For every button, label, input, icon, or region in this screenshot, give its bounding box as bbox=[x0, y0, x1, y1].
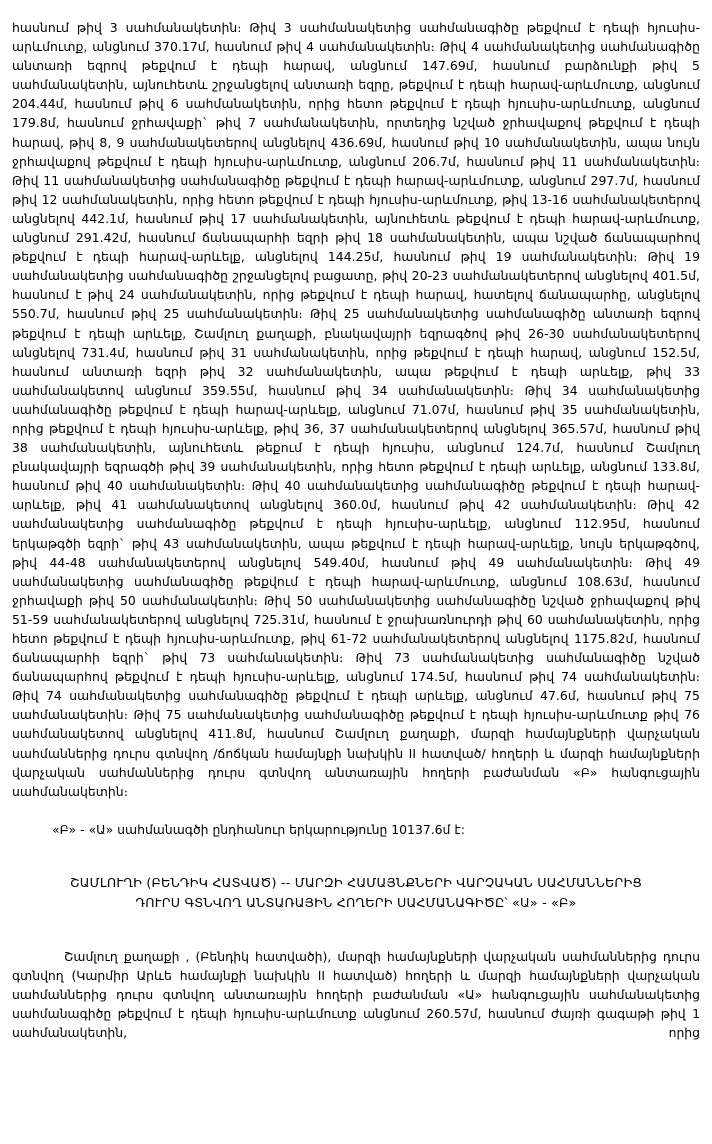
section-title-line-1: ՇԱՄԼՈՒՂԻ (ԲԵՆԴԻԿ ՀԱՏՎԱԾ) -- ՄԱՐԶԻ ՀԱՄԱՅՆՔՆԵՐԻ ՎԱՐՉԱԿԱՆ ՍԱՀՄԱՆՆԵՐԻՑ bbox=[69, 875, 643, 891]
section-title-line-2: ԴՈՒՐՍ ԳՏՆՎՈՂ ԱՆՏԱՌԱՅԻՆ ՀՈՂԵՐԻ ՍԱՀՄԱՆԱԳԻԾԸ՝ «Ա» - «Բ» bbox=[135, 895, 577, 911]
title-spacer-below bbox=[12, 913, 700, 947]
final-paragraph: Շամլուղ քաղաքի , (Բենդիկ հատվածի), մարզի համայնքների վարչական սահմաններից դուրս գտնվող (Կարմիր Արևե համայնքի նախկին II հատված) հողերի և մարզի համայնքների վարչական սահմաններից դուրս գտնվող անտառային հողերի բաժանման «Ա» հանգուցային սահմանակետից սահմանագիծը թեքվում է դեպի հյուսիս-արևմուտք անցնում 260.57մ, հասնում ժայռի գագաթի թիվ 1 սահմանակետին, որից bbox=[12, 949, 700, 1041]
document-body bbox=[12, 18, 700, 1062]
title-spacer-above bbox=[12, 839, 700, 873]
closing-length-line: «Բ» - «Ա» սահմանագծի ընդհանուր երկարությունը 10137.6մ է: bbox=[52, 821, 465, 837]
body-paragraph-continued: հասնում թիվ 3 սահմանակետին։ Թիվ 3 սահմանակետից սահմանագիծը թեքվում է դեպի հյուսիս-արևմուտք, անցնում 370.17մ, հասնում թիվ 4 սահմանակետին։ Թիվ 4 սահմանակետից սահմանագիծը անտառի եզրով թեքվում է դեպի հարավ, անցնում 147.69մ, հասնում բարձունքի թիվ 5 սահմանակետին, այնուհետև շրջանցելով անտառի եզրը, թեքվում է դեպի հարավ-արևմուտք, անցնում 204.44մ, հասնում թիվ 6 սահմանակետին, որից հետո թեքվում է դեպի հյուսիս-արևմուտք, անցնում 179.8մ, հասնում ջրհավաքի` թիվ 7 սահմանակետին, որտեղից նշված ջրհավաքով թեքվում է դեպի հարավ, թիվ 8, 9 սահմանակետերով անցնելով 436.69մ, հասնում թիվ 10 սահմանակետին, ապա նույն ջրհավաքով թեքվում է դեպի հյուսիս-արևմուտք, անցնում 206.7մ, հասնում թիվ 11 սահմանակետին։ Թիվ 11 սահմանակետից սահմանագիծը թեքվում է դեպի հարավ-արևմուտք, անցնում 297.7մ, հասնում թիվ 12 սահմանակետին, որից հետո թեքվում է դեպի հյուսիս-արևմուտք, թիվ 13-16 սահմանակետերով անցնելով 442.1մ, հասնում թիվ 17 սահմանակետին, այնուհետև թեքվում է դեպի հարավ-արևմուտք, անցնում 291.42մ, հասնում ճանապարհի եզրի թիվ 18 սահմանակետին, ապա նշված ճանապարհով թեքվում է դեպի հարավ-արևելք, անցնելով 144.25մ, հասնում թիվ 19 սահմանակետին։ Թիվ 19 սահմանակետից սահմանագիծը շրջանցելով բացատը, թիվ 20-23 սահմանակետերով անցնելով 401.5մ, հասնում է թիվ 24 սահմանակետին, որից թեքվում է դեպի հարավ, հատելով ճանապարհը, անցնելով 550.7մ, հասնում թիվ 25 սահմանակետին։ Թիվ 25 սահմանակետից սահմանագիծը անտառի եզրով թեքվում է դեպի արևելք, Շամլուղ քաղաքի, բնակավայրի եզրագծով թիվ 26-30 սահմանակետերով անցնելով 731.4մ, հասնում թիվ 31 սահմանակետին, որից թեքվում է դեպի հարավ, անցնում 152.5մ, հասնում անտառի եզրի թիվ 32 սահմանակետին, ապա թեքվում է դեպի արևելք, թիվ 33 սահմանակետով անցնում 359.55մ, հասնում թիվ 34 սահմանակետին։ Թիվ 34 սահմանակետից սահմանագիծը թեքվում է դեպի հարավ-արևելք, անցնում 71.07մ, հասնում թիվ 35 սահմանակետին, որից թեքվում է դեպի հյուսիս-արևելք, թիվ 36, 37 սահմանակետերով անցնելով 365.57մ, հասնում թիվ 38 սահմանակետին, այնուհետև թեքում է դեպի հյուսիս, անցնում 124.7մ, հասնում Շամլուղ բնակավայրի եզրագծի թիվ 39 սահմանակետին, որից հետո թեքվում է դեպի արևելք, անցնում 133.8մ, հասնում թիվ 40 սահմանակետին։ Թիվ 40 սահմանակետից սահմանագիծը թեքվում է դեպի հարավ-արևելք, թիվ 41 սահմանակետով անցնելով 360.0մ, հասնում թիվ 42 սահմանակետին։ Թիվ 42 սահմանակետից սահմանագիծը թեքվում է դեպի հյուսիս-արևելք, անցնում 112.95մ, հասնում երկաթգծի եզրի` թիվ 43 սահմանակետին, ապա թեքվում է դեպի հարավ-արևելք, նույն երկաթգծով, թիվ 44-48 սահմանակետերով անցնելով 549.40մ, հասնում թիվ 49 սահմանակետին։ Թիվ 49 սահմանակետից սահմանագիծը թեքվում է դեպի հարավ-արևմուտք, անցնում 108.63մ, հասնում ջրհավաքի թիվ 50 սահմանակետին։ Թիվ 50 սահմանակետից սահմանագիծը նշված ջրհավաքով թիվ 51-59 սահմանակետերով անցնելով 725.31մ, հասնում է ջրախառնուրդի թիվ 60 սահմանակետին, որից հետո թեքվում է դեպի հյուսիս-արևմուտք, թիվ 61-72 սահմանակետերով անցնելով 1175.82մ, հասնում ճանապարհի եզրի` թիվ 73 սահմանակետին։ Թիվ 73 սահմանակետից սահմանագիծը նշված ճանապարհով թեքվում է դեպի հյուսիս-արևելք, անցնում 174.5մ, հասնում թիվ 74 սահմանակետին։ Թիվ 74 սահմանակետից սահմանագիծը թեքվում է դեպի արևելք, անցնում 47.6մ, հասնում թիվ 75 սահմանակետին։ Թիվ 75 սահմանակետից սահմանագիծը թեքվում է դեպի հյուսիս-արևմուտք թիվ 76 սահմանակետով անցնելով 411.8մ, հասնում Շամլուղ քաղաքի, մարզի համայնքների վարչական սահմաններից դուրս գտնվող /ճոճկան համայնքի նախկին II հատված/ հողերի և մարզի համայնքների վարչական սահմաններից դուրս գտնվող անտառային հողերի բաժանման «Բ» հանգուցային սահմանակետին։ bbox=[12, 20, 700, 799]
section-title bbox=[26, 873, 686, 913]
